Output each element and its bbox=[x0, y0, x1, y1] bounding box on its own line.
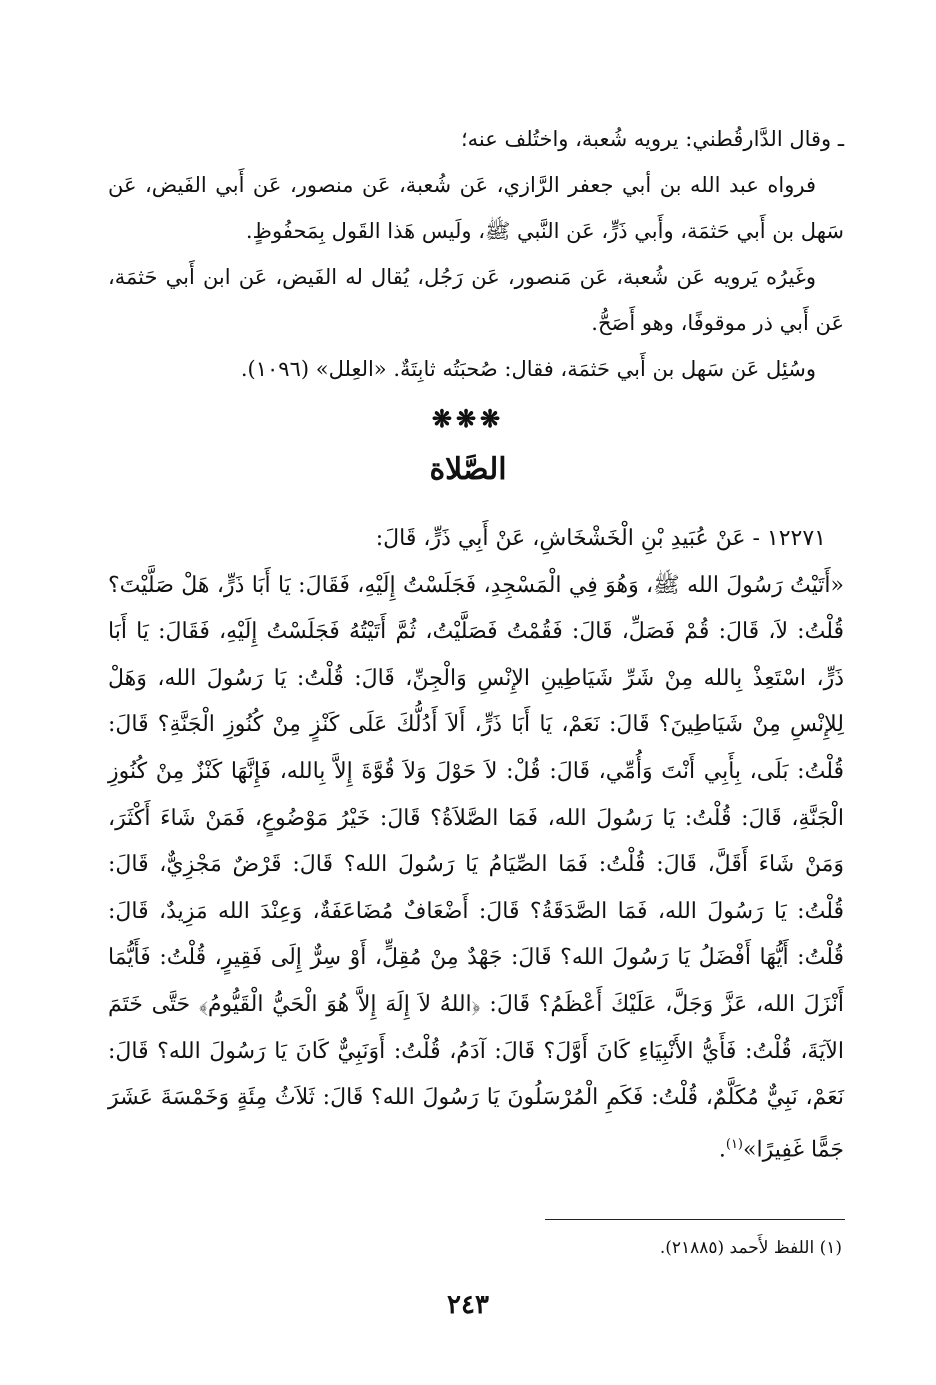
footnote-reference: (١) bbox=[725, 1136, 743, 1152]
section-separator: ❋❋❋ bbox=[431, 404, 505, 433]
page-number: ٢٤٣ bbox=[447, 1290, 489, 1320]
hadith-end-mark: . bbox=[718, 1137, 726, 1163]
intro-paragraph-1: ـ وقال الدَّارقُطني: يرويه شُعبة، واختُلف عنه؛ bbox=[460, 127, 844, 151]
hadith-section bbox=[108, 516, 844, 1174]
intro-paragraph-2: فرواه عبد الله بن أبي جعفر الرَّازي، عَن شُعبة، عَن منصور، عَن أَبي الفَيض، عَن سَهل بن أَبي حَثمَة، وأَبي ذَرٍّ، عَن النَّبي ﷺ، ولَيس هَذا القَول بِمَحفُوظٍ. bbox=[108, 173, 844, 243]
intro-paragraph-4: وسُئِل عَن سَهل بن أَبي حَثمَة، فقال: صُحبَتُه ثابِتَةٌ. «العِلل» (١٠٩٦). bbox=[240, 357, 816, 381]
hadith-text bbox=[108, 563, 844, 1174]
footnote: (١) اللفظ لأَحمد (٢١٨٨٥). bbox=[659, 1238, 842, 1258]
hadith-chain: ١٢٢٧١ - عَنْ عُبَيدِ بْنِ الْخَشْخَاشِ، عَنْ أَبِي ذَرٍّ، قَالَ: bbox=[375, 526, 826, 551]
intro-section bbox=[108, 116, 844, 392]
hadith-matn: «أَتَيْتُ رَسُولَ الله ﷺ، وَهُوَ فِي الْمَسْجِدِ، فَجَلَسْتُ إِلَيْهِ، فَقَالَ: يَا أَبَا ذَرٍّ، هَلْ صَلَّيْتَ؟ قُلْتُ: لاَ، قَالَ: قُمْ فَصَلِّ، قَالَ: فَقُمْتُ فَصَلَّيْتُ، ثُمَّ أَتَيْتُهُ فَجَلَسْتُ إِلَيْهِ، فَقَالَ: يَا أَبَا ذَرٍّ، اسْتَعِذْ بِالله مِنْ شَرِّ شَيَاطِينِ الإِنْسِ وَالْجِنِّ، قَالَ: قُلْتُ: يَا رَسُولَ الله، وَهَلْ لِلإِنْسِ مِنْ شَيَاطِينَ؟ قَالَ: نَعَمْ، يَا أَبَا ذَرٍّ، أَلاَ أَدُلُّكَ عَلَى كَنْزٍ مِنْ كُنُوزِ الْجَنَّةِ؟ قَالَ: قُلْتُ: بَلَى، بِأَبِي أَنْتَ وَأُمِّي، قَالَ: قُلْ: لاَ حَوْلَ وَلاَ قُوَّةَ إِلاَّ بِالله، فَإِنَّهَا كَنْزٌ مِنْ كُنُوزِ الْجَنَّةِ، قَالَ: قُلْتُ: يَا رَسُولَ الله، فَمَا الصَّلاَةُ؟ قَالَ: خَيْرُ مَوْضُوعٍ، فَمَنْ شَاءَ أَكْثَرَ، وَمَنْ شَاءَ أَقَلَّ، قَالَ: قُلْتُ: فَمَا الصِّيَامُ يَا رَسُولَ الله؟ قَالَ: قَرْضٌ مَجْزِيٌّ، قَالَ: قُلْتُ: يَا رَسُولَ الله، فَمَا الصَّدَقَةُ؟ قَالَ: أَضْعَافٌ مُضَاعَفَةٌ، وَعِنْدَ الله مَزِيدٌ، قَالَ: قُلْتُ: أَيُّهَا أَفْضَلُ يَا رَسُولَ الله؟ قَالَ: جَهْدٌ مِنْ مُقِلٍّ، أَوْ سِرٌّ إِلَى فَقِيرٍ، قُلْتُ: فَأَيُّمَا أَنْزَلَ الله، عَزَّ وَجَلَّ، عَلَيْكَ أَعْظَمُ؟ قَالَ: ﴿اللهُ لاَ إِلَهَ إِلاَّ هُوَ الْحَيُّ الْقَيُّومُ﴾ حَتَّى خَتَمَ الآيَةَ، قُلْتُ: فَأَيُّ الأَنْبِيَاءِ كَانَ أَوَّلَ؟ قَالَ: آدَمُ، قُلْتُ: أَوَنَبِيٌّ كَانَ يَا رَسُولَ الله؟ قَالَ: نَعَمْ، نَبِيٌّ مُكَلَّمٌ، قُلْتُ: فَكَمِ الْمُرْسَلُونَ يَا رَسُولَ الله؟ قَالَ: ثَلاَثُ مِئَةٍ وَخَمْسَةَ عَشَرَ جَمًّا غَفِيرًا» bbox=[108, 572, 844, 1163]
chapter-heading: الصَّلاة bbox=[429, 452, 507, 487]
footnote-divider bbox=[545, 1219, 845, 1220]
intro-paragraph-3: وغَيرُه يَرويه عَن شُعبة، عَن مَنصور، عَن رَجُل، يُقال له الفَيض، عَن ابن أَبي حَثمَة، عَن أَبي ذر موقوفًا، وهو أَصَحُّ. bbox=[108, 265, 844, 335]
